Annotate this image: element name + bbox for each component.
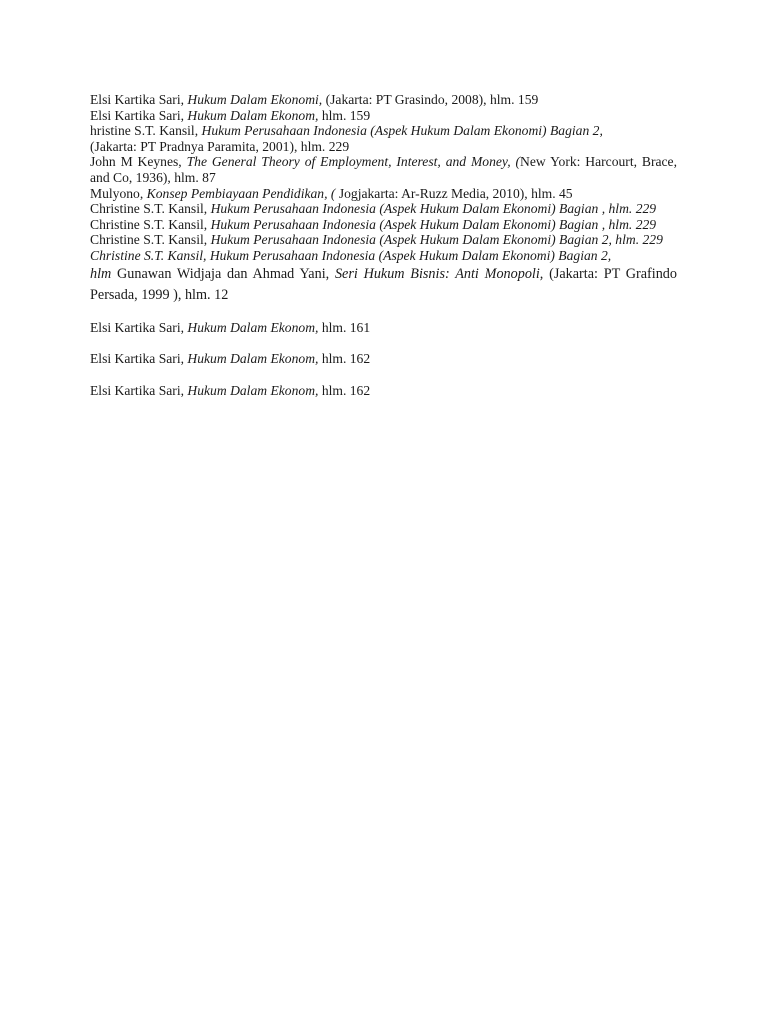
footnote-publication: New York: Harcourt, Brace, and Co, 1936), hlm. 87	[90, 154, 677, 185]
footnote-author: Christine S.T. Kansil,	[90, 216, 211, 232]
footnote-title-fragment: hlm	[90, 265, 112, 282]
footnote-11	[90, 320, 677, 336]
footnote-author: Elsi Kartika Sari,	[90, 107, 188, 123]
footnote-author: Gunawan Widjaja dan Ahmad Yani,	[111, 265, 335, 282]
footnote-publication: hlm. 162	[318, 382, 371, 398]
footnote-title: Hukum Dalam Ekonom,	[187, 107, 319, 123]
footnote-title: Hukum Dalam Ekonom,	[187, 382, 319, 398]
document-page	[90, 92, 677, 398]
footnote-author: Elsi Kartika Sari,	[90, 382, 188, 398]
footnote-publication: (Jakarta: PT Grasindo, 2008), hlm. 159	[322, 92, 539, 107]
footnote-publication: hlm. 161	[318, 319, 371, 335]
footnote-7	[90, 217, 677, 233]
footnote-title: Hukum Perusahaan Indonesia (Aspek Hukum Dalam Ekonomi) Bagian , hlm. 229	[210, 201, 657, 217]
footnote-8	[90, 232, 677, 248]
footnote-1	[90, 92, 677, 108]
footnote-title: Hukum Perusahaan Indonesia (Aspek Hukum Dalam Ekonomi) Bagian 2,	[201, 123, 603, 139]
footnote-title: Hukum Perusahaan Indonesia (Aspek Hukum Dalam Ekonomi) Bagian 2, hlm. 229	[210, 232, 663, 248]
footnote-title: Hukum Perusahaan Indonesia (Aspek Hukum Dalam Ekonomi) Bagian , hlm. 229	[210, 216, 657, 232]
footnote-12	[90, 351, 677, 367]
footnote-13	[90, 383, 677, 399]
footnote-author: Elsi Kartika Sari,	[90, 319, 188, 335]
footnote-author: hristine S.T. Kansil,	[90, 123, 202, 139]
footnote-title: The General Theory of Employment, Interest, and Money, (	[186, 154, 521, 170]
footnote-publication: Jogjakarta: Ar-Ruzz Media, 2010), hlm. 45	[335, 185, 573, 201]
footnote-author: Elsi Kartika Sari,	[90, 351, 188, 367]
footnote-title: Hukum Dalam Ekonom,	[187, 351, 319, 367]
footnote-title: Seri Hukum Bisnis: Anti Monopoli,	[334, 265, 544, 282]
footnote-publication: hlm. 159	[318, 107, 371, 123]
footnote-title: Christine S.T. Kansil, Hukum Perusahaan Indonesia (Aspek Hukum Dalam Ekonomi) Bagian 2,	[90, 247, 612, 263]
footnote-author: Christine S.T. Kansil,	[90, 201, 211, 217]
footnote-3	[90, 123, 677, 139]
footnote-publication: (Jakarta: PT Grafindo Persada, 1999 ), hlm. 12	[90, 265, 677, 303]
footnote-author: Christine S.T. Kansil,	[90, 232, 211, 248]
footnote-title: Hukum Dalam Ekonom,	[187, 319, 319, 335]
footnote-5	[90, 186, 677, 202]
footnote-2	[90, 108, 677, 124]
footnote-author: Mulyono,	[90, 185, 147, 201]
footnote-6	[90, 201, 677, 217]
footnote-title: Hukum Dalam Ekonomi,	[187, 92, 323, 107]
footnote-publication: (Jakarta: PT Pradnya Paramita, 2001), hlm. 229	[90, 138, 350, 154]
footnote-title: Konsep Pembiayaan Pendidikan, (	[146, 185, 336, 201]
footnote-3-continued	[90, 139, 677, 155]
footnote-publication: hlm. 162	[318, 351, 371, 367]
footnote-4	[90, 154, 677, 185]
footnote-10	[90, 264, 677, 306]
footnote-author: Elsi Kartika Sari,	[90, 92, 188, 107]
footnote-9	[90, 248, 677, 264]
footnote-author: John M Keynes,	[90, 154, 187, 170]
